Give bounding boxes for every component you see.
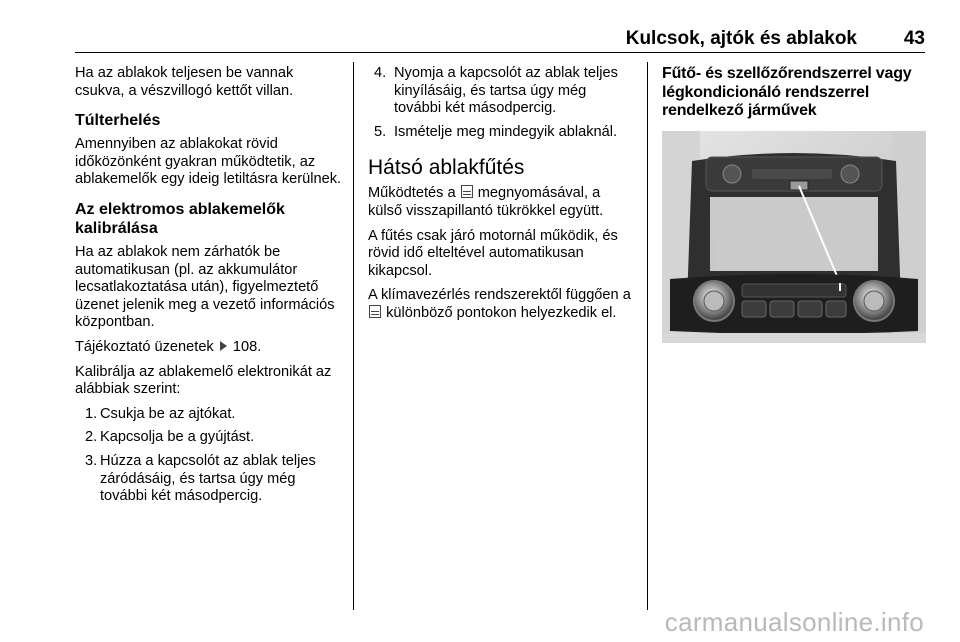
calibration-paragraph-3: Kalibrálja az ablakemelő elektronikát az alábbiak szerint: [75, 363, 332, 398]
intro-paragraph: Ha az ablakok teljesen be vannak csukva, a vészvillogó kettőt villan. [75, 65, 294, 99]
climate-control-heading: Fűtő- és szellőzőrendszerrel vagy légkondicionáló rendszerrel rendelkező járművek [662, 65, 912, 119]
step-text: Nyomja a kapcsolót az ablak teljes kinyílásáig, és tartsa úgy még további két másodpercig. [394, 65, 618, 117]
list-item [75, 429, 345, 447]
calibration-heading: Az elektromos ablakemelők kalibrálása [75, 200, 285, 237]
step-text: Ismételje meg mindegyik ablaknál. [394, 123, 618, 140]
page-reference[interactable]: 108. [232, 338, 262, 355]
column-divider-1 [353, 62, 354, 610]
list-item [368, 124, 634, 142]
calibration-paragraph-1: Ha az ablakok nem zárhatók be automatikusan (pl. az akkumulátor lecsatlakoztatása után), figyelmeztető üzenet jelenik meg a vezető információs központban. [75, 243, 335, 331]
info-messages-text: Tájékoztató üzenetek [75, 338, 214, 355]
rear-window-heating-heading: Hátsó ablakfűtés [368, 156, 525, 180]
column-3 [662, 65, 926, 343]
header-divider [75, 52, 925, 53]
text-fragment: Működtetés a [368, 185, 456, 202]
calibration-steps-1 [75, 406, 345, 506]
column-divider-2 [647, 62, 648, 610]
step-number: 5. [374, 123, 387, 140]
rear-heating-paragraph-3 [368, 287, 634, 322]
calibration-steps-2 [368, 65, 634, 141]
column-1 [75, 65, 345, 512]
page-reference-triangle-icon [220, 341, 227, 351]
section-title: Kulcsok, ajtók és ablakok [625, 28, 857, 49]
step-number: 1. [85, 405, 98, 422]
overload-paragraph: Amennyiben az ablakokat rövid időközönként gyakran működtetik, az ablakemelők egy ideig letiltásra kerülnek. [75, 136, 342, 188]
list-item [368, 65, 634, 118]
rear-heating-paragraph-2: A fűtés csak járó motornál működik, és rövid idő elteltével automatikusan kikapcsol. [368, 227, 618, 279]
text-fragment: különböző pontokon helyezkedik el. [386, 304, 617, 321]
page-number: 43 [903, 28, 925, 49]
step-number: 4. [374, 65, 387, 81]
rear-window-heating-icon [369, 305, 381, 318]
calibration-paragraph-2 [75, 339, 345, 357]
text-fragment: A klímavezérlés rendszerektől függően a [368, 287, 631, 304]
rear-heating-paragraph-1 [368, 185, 634, 220]
watermark: carmanualsonline.info [664, 607, 924, 637]
step-number: 3. [85, 452, 98, 469]
climate-control-panel-photo [662, 131, 926, 343]
page-header [75, 26, 925, 52]
step-text: Húzza a kapcsolót az ablak teljes záródásáig, és tartsa úgy még további két másodpercig. [100, 452, 316, 505]
step-number: 2. [85, 429, 98, 446]
text-fragment: megnyomásával, a külső visszapillantó tükrökkel együtt. [368, 185, 604, 219]
step-text: Kapcsolja be a gyújtást. [100, 429, 255, 446]
list-item [75, 453, 345, 506]
list-item [75, 406, 345, 424]
rear-window-heating-icon [461, 185, 473, 198]
column-2 [368, 65, 634, 330]
overload-heading: Túlterhelés [75, 112, 161, 130]
step-text: Csukja be az ajtókat. [100, 405, 236, 422]
